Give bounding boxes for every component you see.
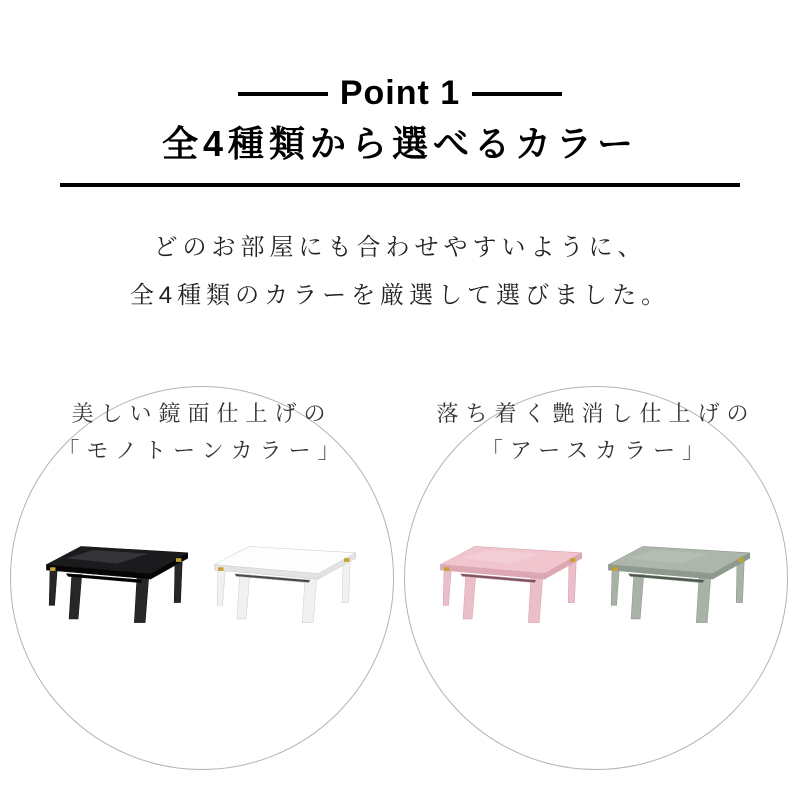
table-leg bbox=[174, 559, 182, 602]
hinge-icon bbox=[738, 558, 743, 562]
earth-caption bbox=[405, 395, 787, 469]
table-leg bbox=[736, 559, 744, 602]
color-group-earth-circle bbox=[404, 386, 788, 770]
table-leg bbox=[49, 568, 57, 605]
table-leg bbox=[443, 568, 451, 605]
point-dash-left bbox=[238, 92, 328, 96]
point-heading bbox=[0, 74, 800, 113]
hinge-icon bbox=[50, 567, 55, 571]
table-leg bbox=[696, 576, 710, 622]
monotone-caption-line-1: 美しい鏡面仕上げの bbox=[71, 401, 333, 426]
earth-tables bbox=[405, 539, 787, 630]
hinge-icon bbox=[570, 558, 575, 562]
table-image-black bbox=[41, 539, 195, 630]
table-image-white bbox=[209, 539, 363, 630]
table-leg bbox=[568, 559, 576, 602]
monotone-tables bbox=[11, 539, 393, 630]
hinge-icon bbox=[444, 567, 449, 571]
table-leg bbox=[69, 575, 82, 619]
section-title: 全4種類から選べるカラー bbox=[161, 123, 639, 164]
description bbox=[0, 224, 800, 320]
point-label: Point 1 bbox=[339, 74, 461, 112]
table-leg bbox=[237, 575, 250, 619]
hinge-icon bbox=[218, 567, 223, 571]
table-leg bbox=[134, 576, 148, 622]
monotone-caption-line-2: 「モノトーンカラー」 bbox=[57, 438, 347, 463]
table-leg bbox=[463, 575, 476, 619]
table-leg bbox=[342, 559, 350, 602]
table-leg bbox=[217, 568, 225, 605]
description-line-1: どのお部屋にも合わせやすいように、 bbox=[153, 234, 647, 261]
monotone-caption bbox=[11, 395, 393, 469]
hinge-icon bbox=[344, 558, 349, 562]
description-line-2: 全4種類のカラーを厳選して選びました。 bbox=[129, 282, 671, 309]
color-group-monotone-circle bbox=[10, 386, 394, 770]
point-dash-right bbox=[472, 92, 562, 96]
table-image-sage-green bbox=[603, 539, 757, 630]
hinge-icon bbox=[612, 567, 617, 571]
table-leg bbox=[528, 576, 542, 622]
title-underline bbox=[60, 183, 740, 187]
table-leg bbox=[631, 575, 644, 619]
table-image-pink bbox=[435, 539, 589, 630]
earth-caption-line-1: 落ち着く艶消し仕上げの bbox=[436, 401, 756, 426]
table-leg bbox=[611, 568, 619, 605]
earth-caption-line-2: 「アースカラー」 bbox=[480, 438, 712, 463]
hinge-icon bbox=[176, 558, 181, 562]
table-leg bbox=[302, 576, 316, 622]
